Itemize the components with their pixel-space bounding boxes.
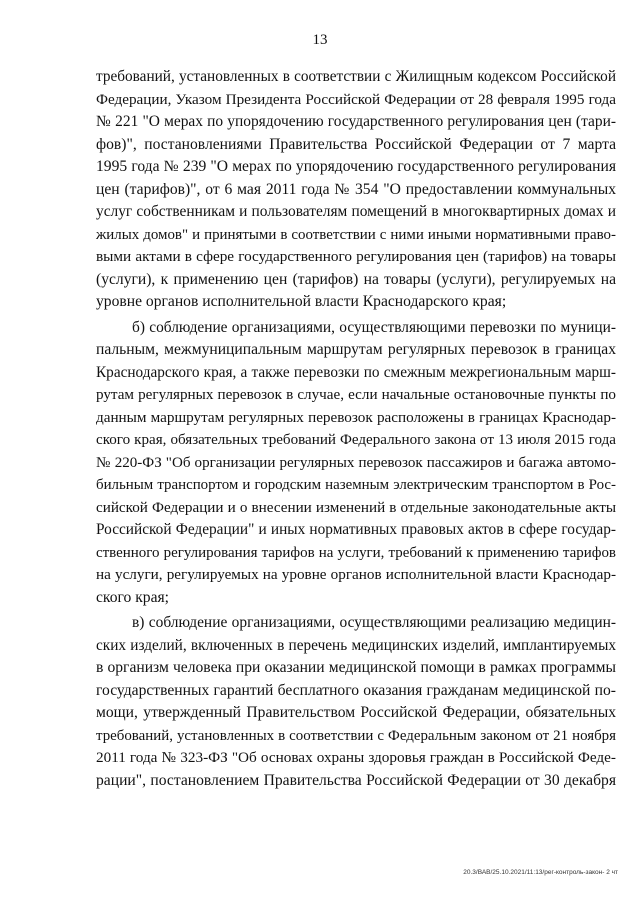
document-body (96, 66, 616, 792)
document-footer-code: 20.3/ВАВ/25.10.2021/11:13/рег-контроль-закон- 2 чт (463, 869, 618, 876)
text-line: 1995 года № 239 "О мерах по упорядочению государственного регулирования (96, 158, 616, 175)
text-line: государственных гарантий бесплатного оказания гражданам медицинской по- (96, 681, 616, 699)
text-line: ских изделий, включенных в перечень медицинских изделий, имплантируемых (96, 636, 616, 654)
text-line: мощи, утвержденный Правительством Российской Федерации, обязательных (96, 704, 616, 721)
text-line: бильным транспортом и городским наземным электрическим транспортом в Рос- (96, 477, 616, 493)
text-line: ского края, обязательных требований Федерального закона от 13 июля 2015 года (96, 432, 616, 448)
paragraph-requirements-housing (96, 66, 616, 314)
text-line: Федерации, Указом Президента Российской Федерации от 28 февраля 1995 года (96, 90, 616, 108)
text-line: ственного регулирования тарифов на услуги, требований к применению тарифов (96, 544, 616, 561)
text-line: № 220-ФЗ "Об организации регулярных перевозок пассажиров и багажа автомо- (96, 454, 616, 471)
text-line: в организм человека при оказании медицинской помощи в рамках программы (96, 659, 616, 676)
text-line: пальным, межмуниципальным маршрутам регулярных перевозок в границах (96, 341, 616, 358)
text-line: цен (тарифов)", от 6 мая 2011 года № 354 "О предоставлении коммунальных (96, 180, 616, 198)
page-number: 13 (312, 32, 328, 48)
text-line: б) соблюдение организациями, осуществляющими перевозки по муници- (132, 318, 616, 336)
text-line: требований, установленных в соответствии с Федеральным законом от 21 ноября (96, 727, 616, 744)
text-line: сийской Федерации и о внесении изменений в отдельные законодательные акты (96, 498, 616, 516)
text-line: 2011 года № 323-ФЗ "Об основах охраны здоровья граждан в Российской Феде- (96, 749, 616, 766)
paragraph-b-transport (96, 317, 616, 610)
text-line: Российской Федерации" и иных нормативных правовых актов в сфере государ- (96, 521, 616, 538)
text-line: (услуги), к применению цен (тарифов) на товары (услуги), регулируемых на (96, 270, 616, 288)
text-line: уровне органов исполнительной власти Краснодарского края; (96, 293, 507, 310)
text-line: в) соблюдение организациями, осуществляющими реализацию медицин- (132, 614, 616, 631)
text-line: требований, установленных в соответствии с Жилищным кодексом Российской (96, 68, 616, 85)
text-line: ского края; (96, 588, 170, 606)
text-line: фов)", постановлениями Правительства Российской Федерации от 7 марта (96, 135, 616, 153)
text-line: рутам регулярных перевозок в случае, если начальные остановочные пункты по (96, 387, 616, 403)
text-line: выми актами в сфере государственного регулирования цен (тарифов) на товары (96, 248, 616, 265)
text-line: Краснодарского края, а также перевозки по смежным межрегиональным марш- (96, 363, 616, 381)
text-line: услуг собственникам и пользователям помещений в многоквартирных домах и (96, 203, 616, 220)
text-line: данным маршрутам регулярных перевозок расположены в границах Краснодар- (96, 408, 616, 426)
text-line: № 221 "О мерах по упорядочению государственного регулирования цен (тари- (96, 113, 616, 130)
text-line: рации", постановлением Правительства Российской Федерации от 30 декабря (96, 771, 616, 789)
text-line: жилых домов" и принятыми в соответствии с ними иными нормативными право- (96, 226, 616, 243)
paragraph-v-medical (96, 612, 616, 792)
text-line: на услуги, регулируемых на уровне органов исполнительной власти Краснодар- (96, 566, 616, 583)
